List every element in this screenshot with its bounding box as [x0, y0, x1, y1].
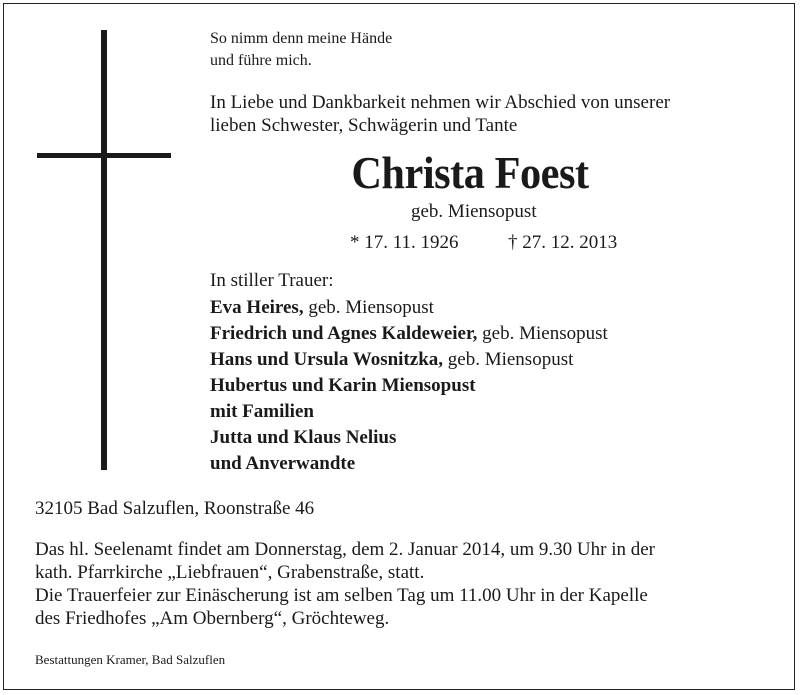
mourner-name: Hubertus und Karin Miensopust [210, 375, 476, 396]
mourner-line [210, 296, 434, 319]
mourner-line [210, 348, 573, 371]
death-date: † 27. 12. 2013 [508, 232, 618, 253]
intro-line-2: lieben Schwester, Schwägerin und Tante [210, 115, 518, 136]
mourner-name: und Anverwandte [210, 453, 356, 474]
mourner-suffix: geb. Miensopust [443, 349, 574, 370]
service-line-1: Das hl. Seelenamt findet am Donnerstag, dem 2. Januar 2014, um 9.30 Uhr in der [35, 539, 655, 560]
maiden-name: geb. Miensopust [411, 201, 537, 222]
service-line-4: des Friedhofes „Am Obernberg“, Gröchteweg. [35, 608, 390, 629]
deceased-name: Christa Foest [351, 147, 589, 198]
mourner-line [210, 400, 314, 423]
intro-line-1: In Liebe und Dankbarkeit nehmen wir Abschied von unserer [210, 92, 671, 113]
mourner-name: Eva Heires, [210, 297, 304, 318]
address: 32105 Bad Salzuflen, Roonstraße 46 [35, 498, 315, 519]
undertaker: Bestattungen Kramer, Bad Salzuflen [35, 652, 226, 667]
mourner-line [210, 374, 476, 397]
mourner-suffix: geb. Miensopust [477, 323, 608, 344]
service-line-3: Die Trauerfeier zur Einäscherung ist am selben Tag um 11.00 Uhr in der Kapelle [35, 585, 648, 606]
mourner-name: Friedrich und Agnes Kaldeweier, [210, 323, 478, 344]
cross-icon-bar [37, 153, 171, 158]
mourner-line [210, 426, 396, 449]
mourner-line [210, 452, 355, 475]
service-line-2: kath. Pfarrkirche „Liebfrauen“, Grabenstraße, statt. [35, 562, 425, 583]
cross-icon [101, 30, 107, 470]
mourner-name: mit Familien [210, 401, 314, 422]
mourners-label: In stiller Trauer: [210, 270, 334, 291]
verse-line-1: So nimm denn meine Hände [210, 30, 393, 47]
mourner-name: Hans und Ursula Wosnitzka, [210, 349, 444, 370]
mourner-line [210, 322, 608, 345]
verse-line-2: und führe mich. [210, 52, 312, 69]
mourner-name: Jutta und Klaus Nelius [210, 427, 397, 448]
mourner-suffix: geb. Miensopust [303, 297, 434, 318]
birth-date: * 17. 11. 1926 [350, 232, 459, 253]
